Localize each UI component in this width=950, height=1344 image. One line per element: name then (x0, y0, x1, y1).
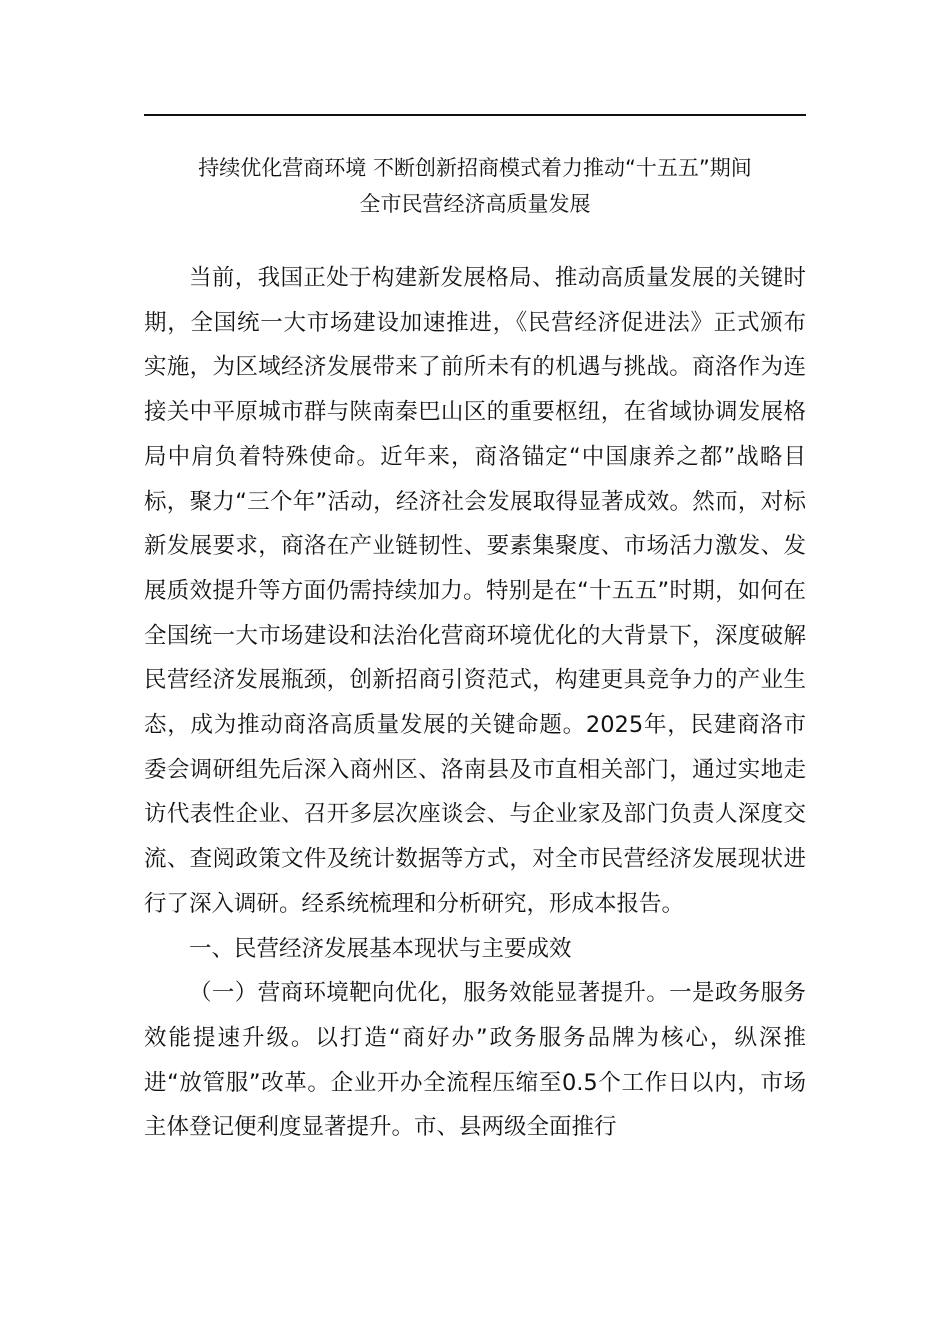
section-heading: 一、民营经济发展基本现状与主要成效 (189, 935, 572, 962)
document-title (120, 150, 830, 222)
title-line-1: 持续优化营商环境 不断创新招商模式着力推动“十五五”期间 (198, 156, 752, 180)
title-line-2: 全市民营经济高质量发展 (359, 192, 591, 216)
document-body (144, 256, 806, 1150)
subsection-paragraph: （一）营商环境靶向优化，服务效能显著提升。一是政务服务效能提速升级。以打造“商好办”政务服务品牌为核心，纵深推进“放管服”改革。企业开办全流程压缩至0.5个工作日以内，市场主体登记便利度显著提升。市、县两级全面推行 (144, 980, 806, 1141)
intro-paragraph: 当前，我国正处于构建新发展格局、推动高质量发展的关键时期，全国统一大市场建设加速推进，《民营经济促进法》正式颁布实施，为区域经济发展带来了前所未有的机遇与挑战。商洛作为连接关中平原城市群与陕南秦巴山区的重要枢纽，在省域协调发展格局中肩负着特殊使命。近年来，商洛锚定“中国康养之都”战略目标，聚力“三个年”活动，经济社会发展取得显著成效。然而，对标新发展要求，商洛在产业链韧性、要素集聚度、市场活力激发、发展质效提升等方面仍需持续加力。特别是在“十五五”时期，如何在全国统一大市场建设和法治化营商环境优化的大背景下，深度破解民营经济发展瓶颈，创新招商引资范式，构建更具竞争力的产业生态，成为推动商洛高质量发展的关键命题。2025年，民建商洛市委会调研组先后深入商州区、洛南县及市直相关部门，通过实地走访代表性企业、召开多层次座谈会、与企业家及部门负责人深度交流、查阅政策文件及统计数据等方式，对全市民营经济发展现状进行了深入调研。经系统梳理和分析研究，形成本报告。 (144, 265, 806, 917)
header-rule (144, 114, 806, 116)
